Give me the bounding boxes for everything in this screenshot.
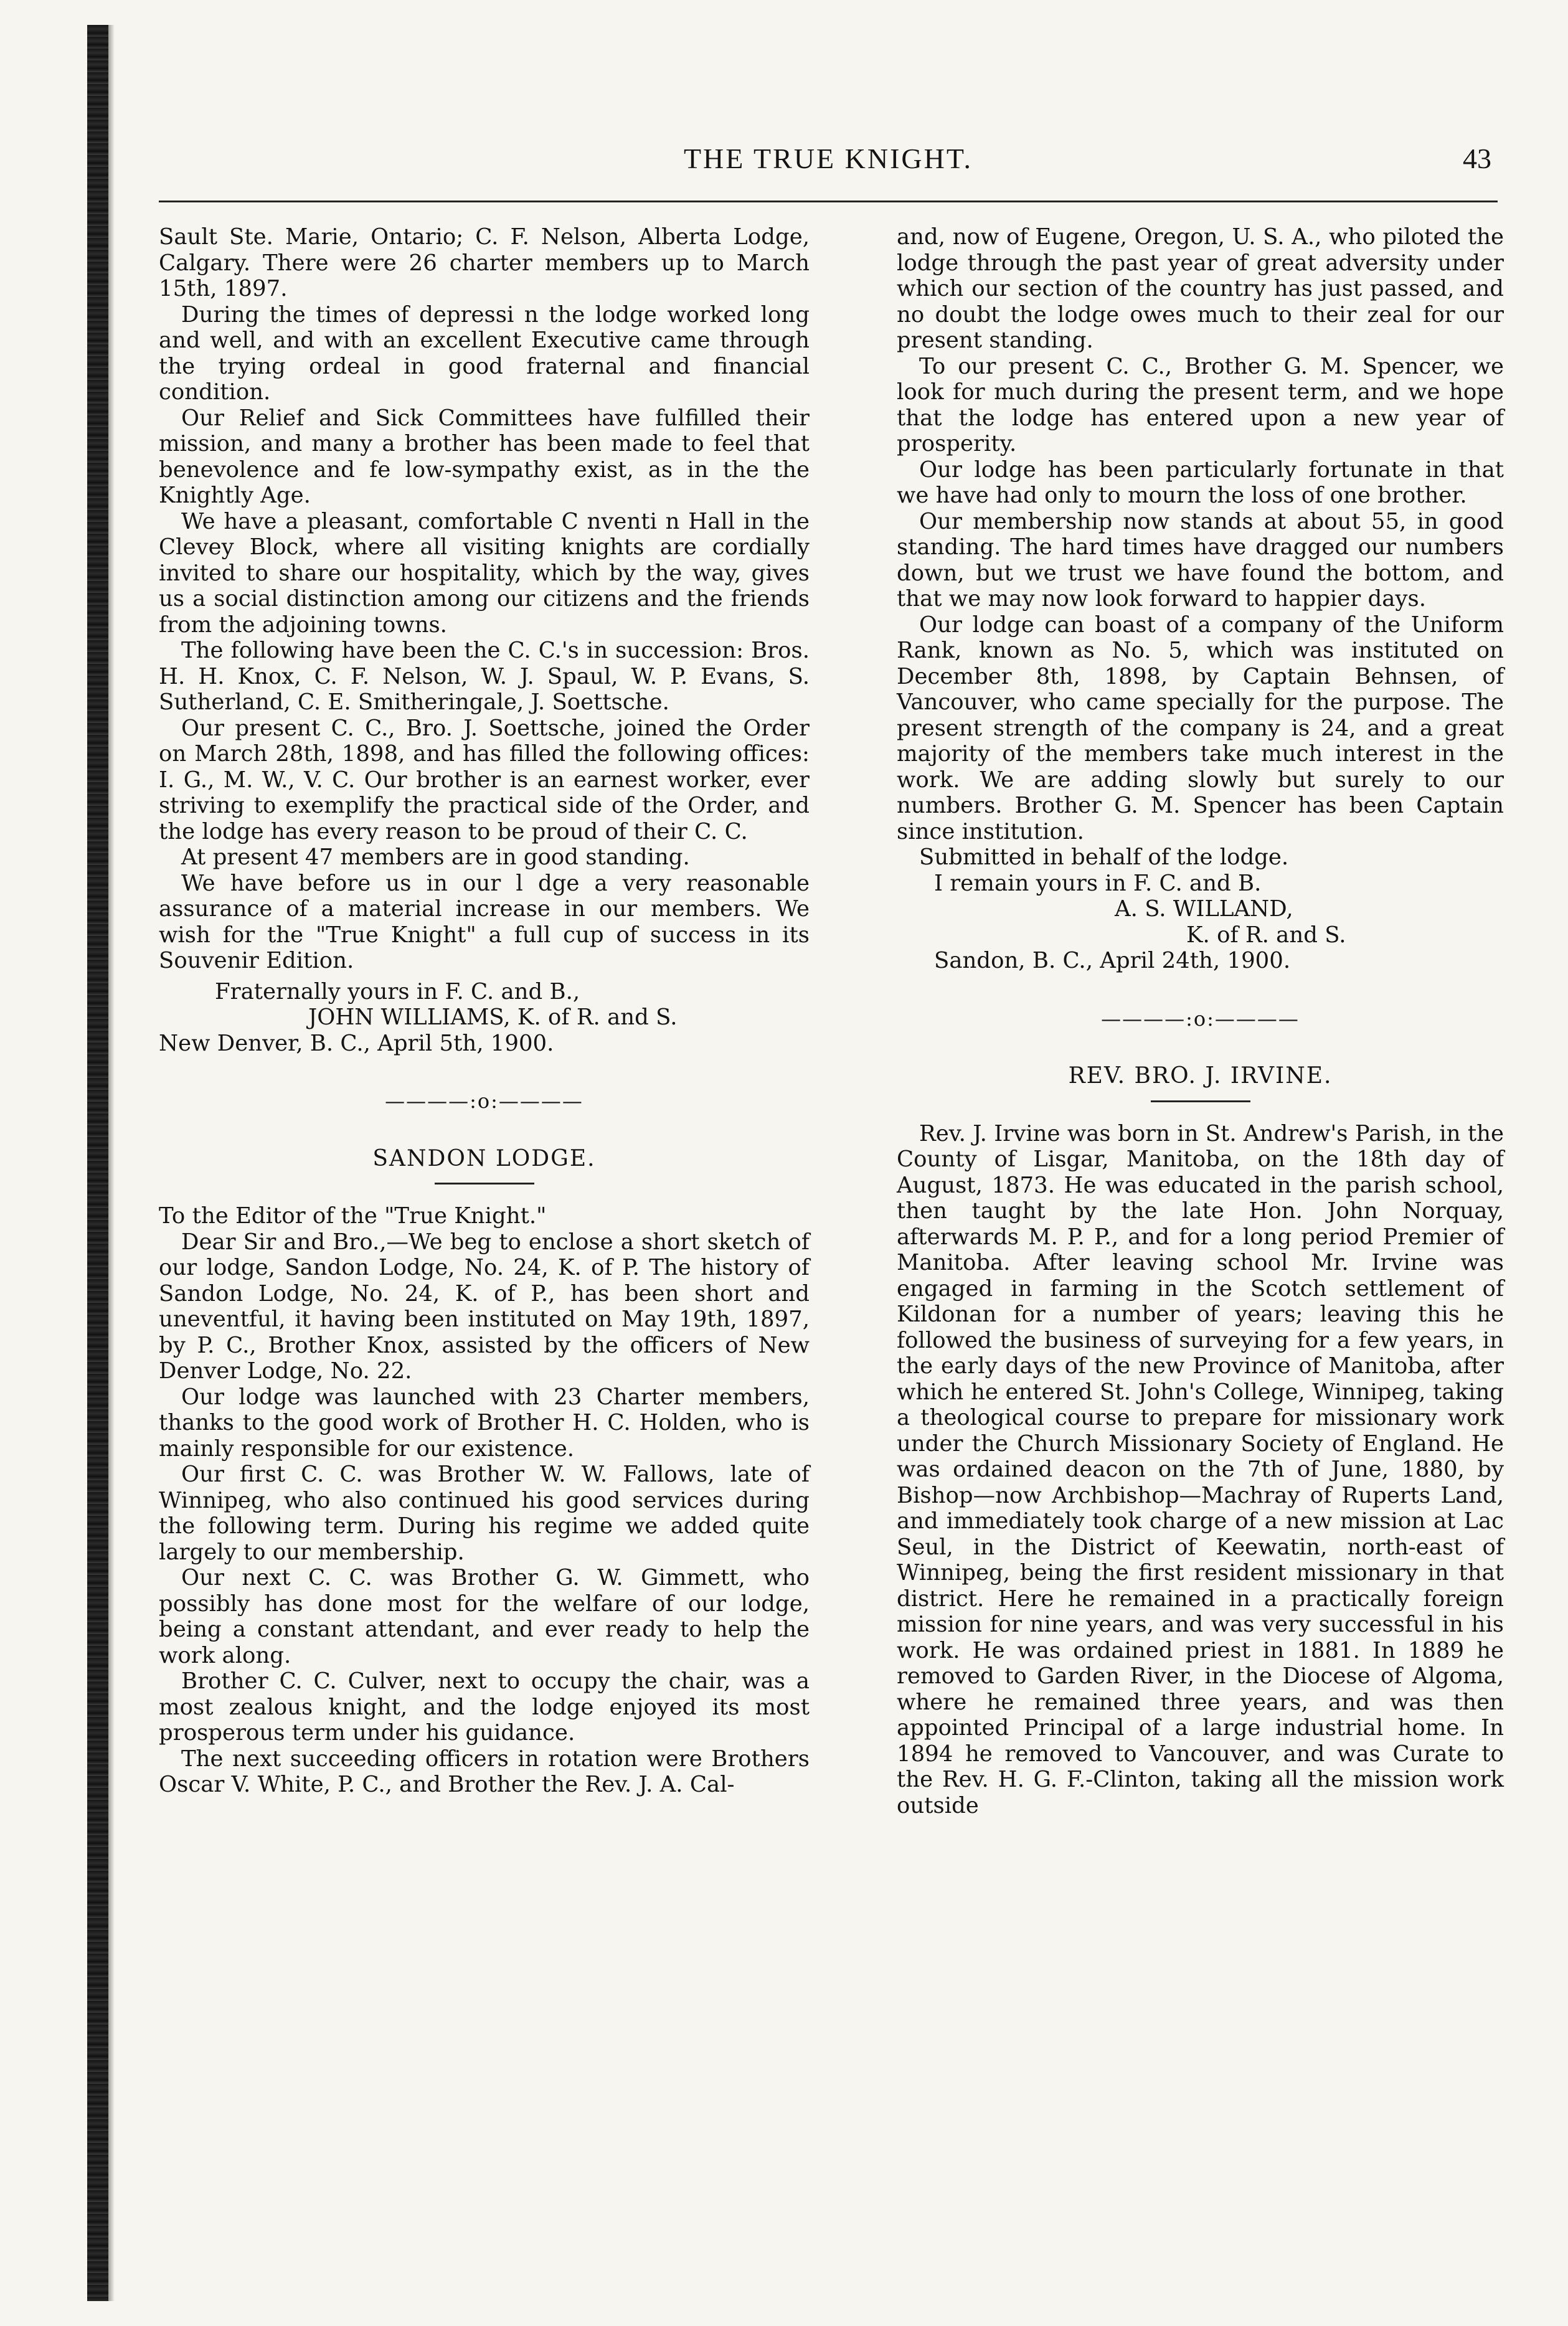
paragraph: Our lodge was launched with 23 Charter members, thanks to the good work of Brother H. C. Holden, who is mainly responsible for our existence. — [159, 1384, 810, 1462]
signoff-name: JOHN WILLIAMS, K. of R. and S. — [308, 1005, 678, 1030]
signoff-closing: Fraternally yours in F. C. and B., — [215, 978, 580, 1005]
paragraph: Our next C. C. was Brother G. W. Gimmett, who possibly has done most for the welfare of our lodge, being a constant attendant, and ever ready to help the work along. — [159, 1565, 810, 1668]
paragraph: and, now of Eugene, Oregon, U. S. A., who piloted the lodge through the past year of great adversity under which our section of the country has just passed, and no doubt the lodge owes much to their zeal for our present standing. — [897, 224, 1504, 353]
paragraph: At present 47 members are in good standing. — [181, 844, 690, 870]
heading-rule — [1151, 1100, 1250, 1102]
paragraph: Submitted in behalf of the lodge. — [919, 844, 1289, 870]
running-header — [159, 142, 1498, 198]
right-column — [897, 224, 1504, 1818]
running-title: THE TRUE KNIGHT. — [683, 143, 973, 174]
paragraph: Our present C. C., Bro. J. Soettsche, joined the Order on March 28th, 1898, and has filled the following offices: I. G., M. W., V. C. Our brother is an earnest worker, ever striving to exemplify the practical side of the Order, and the lodge has every reason to be proud of their C. C. — [159, 715, 810, 844]
paragraph: To our present C. C., Brother G. M. Spencer, we look for much during the present term, and we hope that the lodge has entered upon a new year of prosperity. — [897, 353, 1504, 456]
heading-rule — [435, 1183, 534, 1184]
paragraph: The following have been the C. C.'s in succession: Bros. H. H. Knox, C. F. Nelson, W. J. Spaul, W. P. Evans, S. Sutherland, C. E. Smitheringale, J. Soettsche. — [159, 638, 810, 715]
paragraph: Our lodge has been particularly fortunate in that we have had only to mourn the loss of one brother. — [897, 456, 1504, 508]
paragraph: Dear Sir and Bro.,—We beg to enclose a short sketch of our lodge, Sandon Lodge, No. 24, K. of P. The history of Sandon Lodge, No. 24, K. of P., has been short and uneventful, it having been instituted on May 19th, 1897, by P. C., Brother Knox, assisted by the officers of New Denver Lodge, No. 22. — [159, 1229, 810, 1384]
paragraph: Our first C. C. was Brother W. W. Fallows, late of Winnipeg, who also continued his good services during the following term. During his regime we added quite largely to our membership. — [159, 1462, 810, 1565]
paragraph: Sault Ste. Marie, Ontario; C. F. Nelson, Alberta Lodge, Calgary. There were 26 charter members up to March 15th, 1897. — [159, 224, 810, 301]
signoff-place-date: Sandon, B. C., April 24th, 1900. — [934, 948, 1291, 973]
paragraph: Brother C. C. Culver, next to occupy the chair, was a most zealous knight, and the lodge enjoyed its most prosperous term under his guidance. — [159, 1668, 810, 1746]
page-binding-edge — [87, 25, 108, 2301]
paragraph: Our lodge can boast of a company of the Uniform Rank, known as No. 5, which was instituted on December 8th, 1898, by Captain Behnsen, of Vancouver, who came specially for the purpose. The present strength of the company is 24, and a great majority of the members take much interest in the work. We are adding slowly but surely to our numbers. Brother G. M. Spencer has been Captain since institution. — [897, 612, 1504, 844]
section-separator: ————:o:———— — [1101, 1006, 1300, 1031]
paragraph: Our membership now stands at about 55, in good standing. The hard times have dragged our numbers down, but we trust we have found the bottom, and that we may now look forward to happier days. — [897, 508, 1504, 612]
section-separator: ————:o:———— — [385, 1089, 583, 1113]
paragraph: Our Relief and Sick Committees have fulfilled their mission, and many a brother has been made to feel that benevolence and fe low-sympathy exist, as in the the Knightly Age. — [159, 405, 810, 508]
paragraph: We have a pleasant, comfortable C nventi n Hall in the Clevey Block, where all visiting knights are cordially invited to share our hospitality, which by the way, gives us a social distinction among our citizens and the friends from the adjoining towns. — [159, 508, 810, 638]
paragraph: Rev. J. Irvine was born in St. Andrew's Parish, in the County of Lisgar, Manitoba, on the 18th day of August, 1873. He was educated in the parish school, then taught by the late Hon. John Norquay, afterwards M. P. P., and for a long period Premier of Manitoba. After leaving school Mr. Irvine was engaged in farming in the Scotch settlement of Kildonan for a number of years; leaving this he followed the business of surveying for a few years, in the early days of the new Province of Manitoba, after which he entered St. John's College, Winnipeg, taking a theological course to prepare for missionary work under the Church Missionary Society of England. He was ordained deacon on the 7th of June, 1880, by Bishop—now Archbishop—Machray of Ruperts Land, and immediately took charge of a new mission at Lac Seul, in the District of Keewatin, north-east of Winnipeg, being the first resident missionary in that district. Here he remained in a practically foreign mission for nine years, and was very successful in his work. He was ordained priest in 1881. In 1889 he removed to Garden River, in the Diocese of Algoma, where he remained three years, and was then appointed Principal of a large industrial home. In 1894 he removed to Vancouver, and was Curate to the Rev. H. G. F.-Clinton, taking all the mission work outside — [897, 1120, 1504, 1818]
signoff-closing: I remain yours in F. C. and B. — [934, 870, 1262, 896]
header-rule — [159, 201, 1498, 202]
signoff-name: A. S. WILLAND, — [1115, 896, 1293, 922]
section-heading-sandon-lodge: SANDON LODGE. — [372, 1145, 596, 1171]
page-number: 43 — [1463, 143, 1491, 174]
paragraph: We have before us in our l dge a very reasonable assurance of a material increase in our members. We wish for the "True Knight" a full cup of success in its Souvenir Edition. — [159, 870, 810, 973]
signoff-title: K. of R. and S. — [1186, 922, 1346, 948]
paragraph: To the Editor of the "True Knight." — [159, 1203, 547, 1229]
section-heading-rev-irvine: REV. BRO. J. IRVINE. — [1068, 1063, 1333, 1089]
paragraph: During the times of depressi n the lodge worked long and well, and with an excellent Executive came through the trying ordeal in good fraternal and financial condition. — [159, 301, 810, 405]
paragraph: The next succeeding officers in rotation were Brothers Oscar V. White, P. C., and Brother the Rev. J. A. Cal- — [159, 1746, 810, 1797]
signoff-place-date: New Denver, B. C., April 5th, 1900. — [159, 1030, 554, 1056]
left-column — [159, 224, 810, 1798]
